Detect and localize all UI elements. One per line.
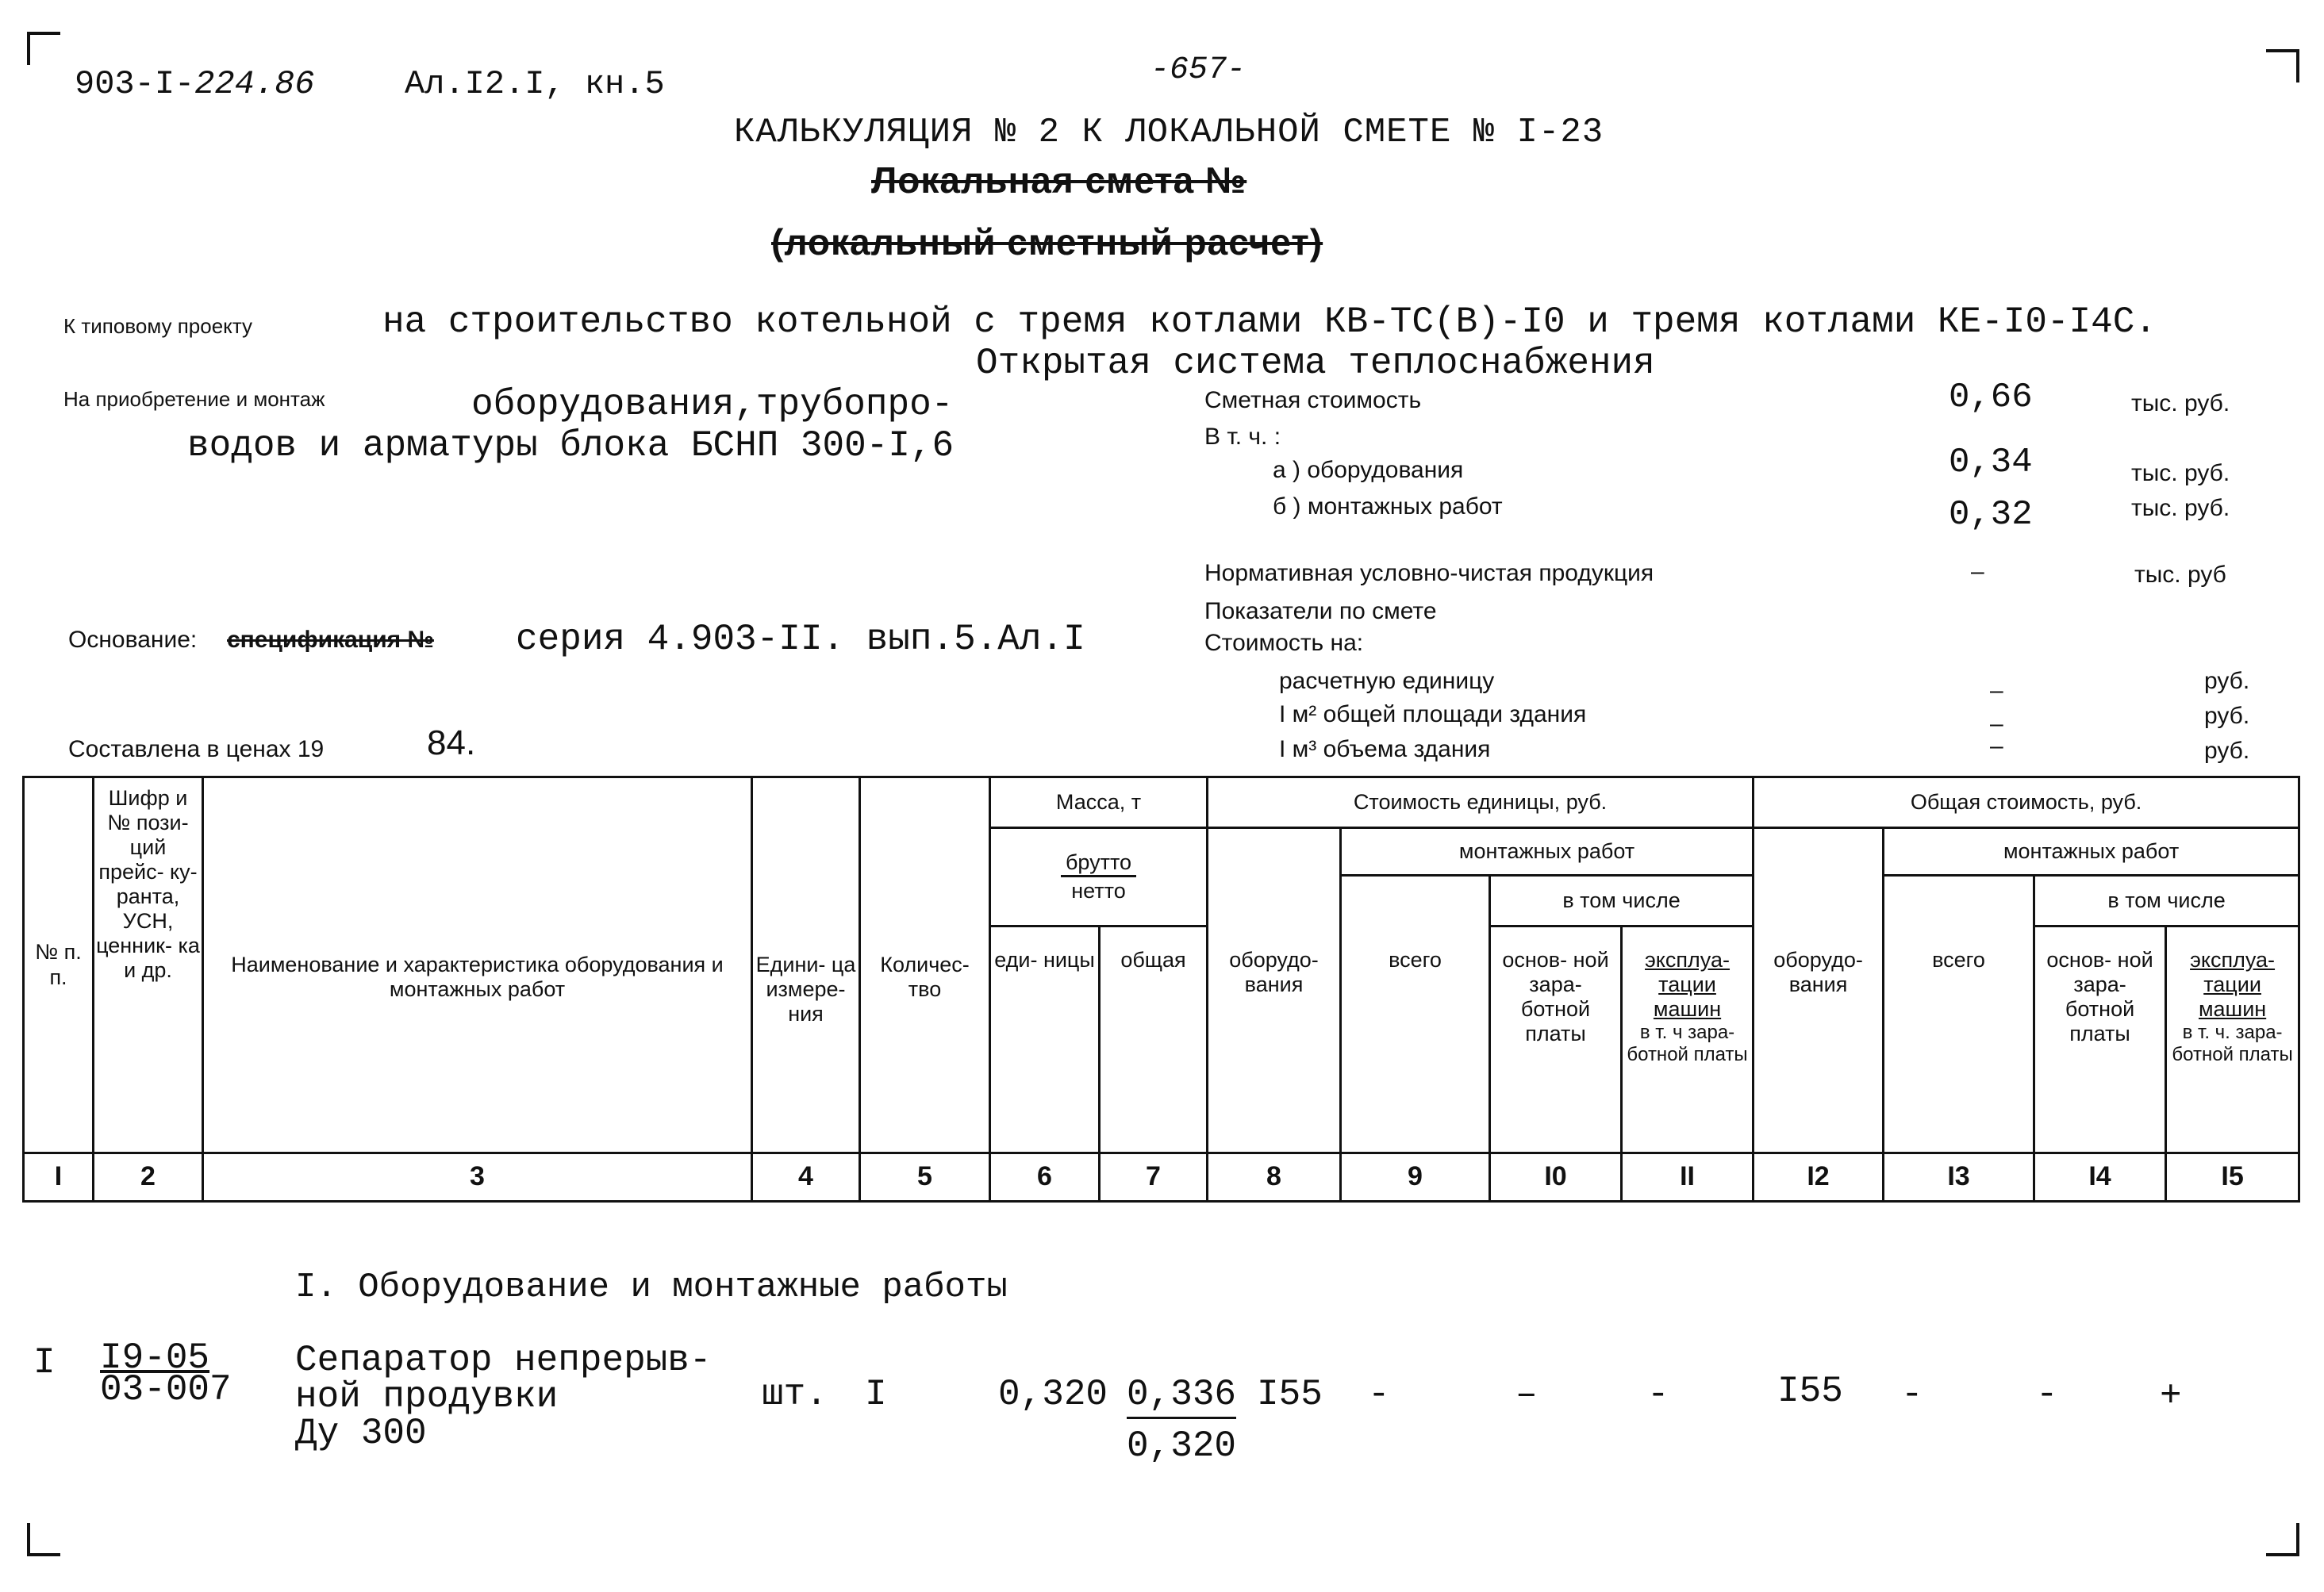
page-number: -657- bbox=[1150, 52, 1247, 88]
installation-cost-label: б ) монтажных работ bbox=[1273, 493, 1503, 520]
row-equipment-cost: I55 bbox=[1257, 1374, 1323, 1415]
col-header-mass-fraction bbox=[990, 828, 1208, 926]
section-title: I. Оборудование и монтажные работы bbox=[295, 1268, 1008, 1307]
col-header-code: Шифр и № пози- ций прейс- ку- ранта, УСН, ценник- ка и др. bbox=[94, 777, 203, 1153]
calculation-title: КАЛЬКУЛЯЦИЯ № 2 К ЛОКАЛЬНОЙ СМЕТЕ № I-23 bbox=[734, 113, 1604, 152]
document-code-prefix: 903-I- bbox=[75, 65, 195, 103]
equipment-cost-label: а ) оборудования bbox=[1273, 457, 1464, 483]
column-number: II bbox=[1622, 1153, 1754, 1202]
column-number: 9 bbox=[1341, 1153, 1490, 1202]
document-code-handwritten: 224.86 bbox=[194, 65, 315, 103]
per-volume-label: I м³ объема здания bbox=[1279, 736, 1491, 762]
column-number: 4 bbox=[752, 1153, 860, 1202]
album-reference: Ал.I2.I, кн.5 bbox=[405, 65, 665, 103]
mass-brutto-label: брутто bbox=[1061, 850, 1136, 877]
equipment-cost-value: 0,34 bbox=[1949, 443, 2033, 482]
col-header-quantity: Количес- тво bbox=[860, 777, 990, 1153]
acquisition-text-line-2: водов и арматуры блока БСНП 300-I,6 bbox=[187, 425, 955, 466]
estimate-table bbox=[22, 776, 2300, 1203]
per-unit-value: – bbox=[1990, 677, 2003, 704]
column-number: I2 bbox=[1754, 1153, 1884, 1202]
column-number: 5 bbox=[860, 1153, 990, 1202]
col-header-base-wage: основ- ной зара- ботной платы bbox=[1490, 926, 1622, 1153]
column-number: 3 bbox=[203, 1153, 752, 1202]
mass-netto-label: нетто bbox=[1071, 879, 1126, 903]
row-name bbox=[295, 1342, 712, 1452]
row-install-total: - bbox=[1368, 1374, 1390, 1415]
col-header-total-machines-top: эксплуа- тации машин bbox=[2190, 948, 2276, 1022]
row-code-line-1: I9-05 bbox=[100, 1337, 210, 1379]
row-mass-unit: 0,320 bbox=[998, 1374, 1108, 1415]
per-volume-value: – bbox=[1990, 733, 2003, 759]
row-number: I bbox=[33, 1342, 56, 1383]
column-number: 2 bbox=[94, 1153, 203, 1202]
row-code bbox=[100, 1337, 232, 1410]
row-name-line-2: ной продувки bbox=[295, 1376, 559, 1417]
per-unit-unit: руб. bbox=[2204, 668, 2250, 694]
row-mass-brutto: 0,336 bbox=[1127, 1374, 1236, 1419]
col-header-unit-cost-group: Стоимость единицы, руб. bbox=[1208, 777, 1754, 828]
column-number: I5 bbox=[2166, 1153, 2299, 1202]
estimated-cost-unit: тыс. руб. bbox=[2131, 390, 2230, 416]
project-text-line-1: на строительство котельной с тремя котлами КВ-ТС(В)-I0 и тремя котлами КЕ-I0-I4С. bbox=[382, 301, 2157, 343]
per-area-value: – bbox=[1990, 711, 2003, 737]
project-label: К типовому проекту bbox=[63, 314, 253, 338]
column-number: I bbox=[24, 1153, 94, 1202]
corner-mark-top-right bbox=[2266, 49, 2299, 82]
row-mass-netto: 0,320 bbox=[1127, 1425, 1237, 1467]
row-mass-fraction bbox=[1127, 1374, 1236, 1467]
column-number-row bbox=[24, 1153, 2299, 1202]
column-number: I4 bbox=[2034, 1153, 2166, 1202]
col-header-install-group: монтажных работ bbox=[1341, 828, 1754, 876]
col-header-total-equipment: оборудо- вания bbox=[1754, 828, 1884, 1153]
col-header-total-in-that-number: в том числе bbox=[2034, 876, 2299, 926]
estimated-cost-label: Сметная стоимость bbox=[1204, 387, 1422, 413]
per-unit-label: расчетную единицу bbox=[1279, 668, 1495, 694]
row-name-line-3: Ду 300 bbox=[295, 1413, 427, 1454]
col-header-total-install-group: монтажных работ bbox=[1884, 828, 2299, 876]
col-header-total-cost-group: Общая стоимость, руб. bbox=[1754, 777, 2299, 828]
column-number: I0 bbox=[1490, 1153, 1622, 1202]
struck-title-local-estimate: Локальная смета № bbox=[871, 159, 1247, 201]
corner-mark-top-left bbox=[27, 32, 60, 65]
col-header-mass-unit: еди- ницы bbox=[990, 926, 1100, 1153]
row-code-line-2: 03-007 bbox=[100, 1369, 232, 1410]
column-number: 8 bbox=[1208, 1153, 1341, 1202]
installation-cost-unit: тыс. руб. bbox=[2131, 495, 2230, 521]
basis-text: серия 4.903-II. вып.5.Ал.I bbox=[516, 619, 1085, 660]
per-volume-unit: руб. bbox=[2204, 738, 2250, 764]
equipment-cost-unit: тыс. руб. bbox=[2131, 460, 2230, 486]
including-label: В т. ч. : bbox=[1204, 424, 1281, 450]
col-header-total-machines-bottom: в т. ч. зара- ботной платы bbox=[2172, 1022, 2293, 1065]
column-number: 6 bbox=[990, 1153, 1100, 1202]
col-header-total-machines bbox=[2166, 926, 2299, 1153]
row-name-line-1: Сепаратор непрерыв- bbox=[295, 1340, 712, 1381]
compiled-year: 84. bbox=[427, 723, 476, 762]
row-total-base-wage: - bbox=[2036, 1374, 2058, 1415]
row-total-equipment: I55 bbox=[1777, 1371, 1843, 1412]
col-header-mass-total: общая bbox=[1100, 926, 1208, 1153]
col-header-total-install-total: всего bbox=[1884, 876, 2034, 1153]
col-header-unit: Едини- ца измере- ния bbox=[752, 777, 860, 1153]
per-area-label: I м² общей площади здания bbox=[1279, 701, 1587, 727]
compiled-label: Составлена в ценах 19 bbox=[68, 736, 325, 762]
basis-label: Основание: bbox=[68, 627, 198, 653]
installation-cost-value: 0,32 bbox=[1949, 495, 2033, 535]
basis-struck-text: спецификация № bbox=[227, 627, 434, 653]
col-header-machines-top: эксплуа- тации машин bbox=[1645, 948, 1731, 1022]
estimated-cost-value: 0,66 bbox=[1949, 378, 2033, 417]
project-text-line-2: Открытая система теплоснабжения bbox=[976, 343, 1655, 384]
row-install-machines: - bbox=[1647, 1374, 1669, 1415]
corner-mark-bottom-left bbox=[27, 1523, 60, 1556]
col-header-install-total: всего bbox=[1341, 876, 1490, 1153]
acquisition-text-line-1: оборудования,трубопро- bbox=[471, 384, 954, 425]
col-header-total-base-wage: основ- ной зара- ботной платы bbox=[2034, 926, 2166, 1153]
col-header-name: Наименование и характеристика оборудования и монтажных работ bbox=[203, 777, 752, 1153]
column-number: I3 bbox=[1884, 1153, 2034, 1202]
row-install-base-wage: – bbox=[1515, 1374, 1538, 1415]
row-unit: шт. bbox=[762, 1374, 828, 1415]
normative-unit: тыс. руб bbox=[2134, 562, 2226, 588]
normative-label: Нормативная условно-чистая продукция bbox=[1204, 560, 1654, 586]
cost-on-label: Стоимость на: bbox=[1204, 630, 1364, 656]
row-total-install: - bbox=[1901, 1374, 1923, 1415]
row-quantity: I bbox=[865, 1374, 887, 1415]
col-header-number: № п. п. bbox=[24, 777, 94, 1153]
normative-value: – bbox=[1971, 558, 1984, 585]
row-total-machines: + bbox=[2160, 1375, 2182, 1417]
col-header-equipment: оборудо- вания bbox=[1208, 828, 1341, 1153]
document-code bbox=[75, 65, 314, 103]
column-number: 7 bbox=[1100, 1153, 1208, 1202]
col-header-mass-group: Масса, т bbox=[990, 777, 1208, 828]
indicators-label: Показатели по смете bbox=[1204, 598, 1437, 624]
per-area-unit: руб. bbox=[2204, 703, 2250, 729]
col-header-machines-bottom: в т. ч зара- ботной платы bbox=[1627, 1022, 1748, 1065]
corner-mark-bottom-right bbox=[2266, 1523, 2299, 1556]
acquisition-label: На приобретение и монтаж bbox=[63, 387, 325, 411]
col-header-machines bbox=[1622, 926, 1754, 1153]
struck-title-local-calc: (локальный сметный расчет) bbox=[771, 221, 1323, 263]
col-header-in-that-number: в том числе bbox=[1490, 876, 1754, 926]
